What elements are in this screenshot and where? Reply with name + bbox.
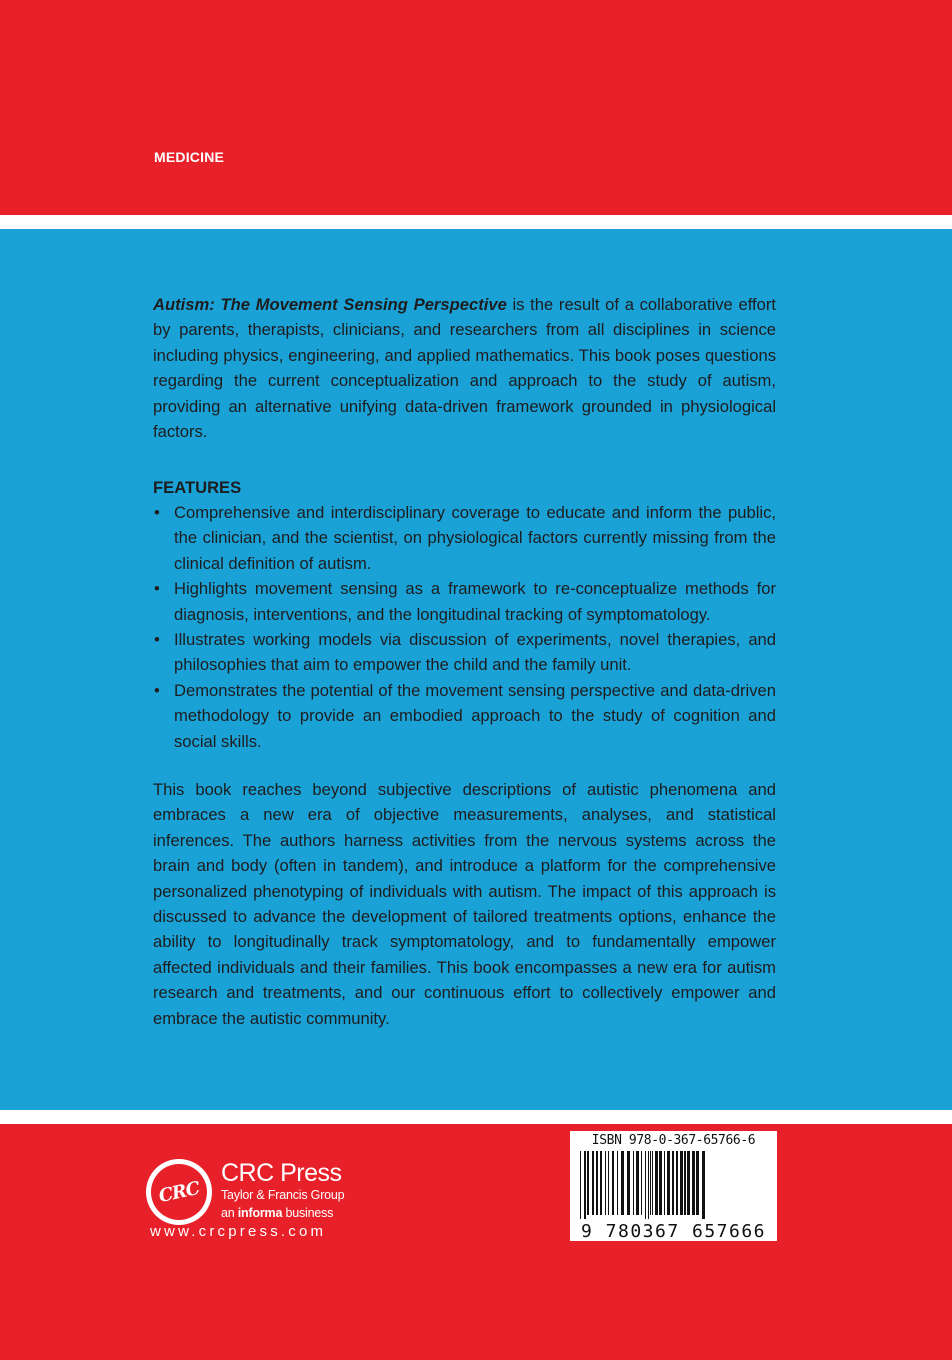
features-list xyxy=(153,500,776,754)
feature-item xyxy=(153,678,776,754)
publisher-group: Taylor & Francis Group xyxy=(221,1188,345,1202)
crc-logo-icon xyxy=(146,1159,212,1225)
barcode-bar xyxy=(605,1151,606,1215)
barcode-bar xyxy=(633,1151,634,1215)
barcode-bar xyxy=(617,1151,618,1215)
feature-item xyxy=(153,576,776,627)
divider-line xyxy=(0,215,952,229)
barcode-bar xyxy=(652,1151,653,1215)
barcode-bar xyxy=(621,1151,624,1215)
feature-text: Highlights movement sensing as a framework to re-conceptualize methods for diagnosis, interventions, and the longitudinal tracking of symptomatology. xyxy=(174,579,776,624)
description-panel xyxy=(0,229,952,1110)
tagline-suffix: business xyxy=(282,1206,334,1220)
intro-text: is the result of a collaborative effort by parents, therapists, clinicians, and researchers from all disciplines in science including physics, engineering, and applied mathematics. This book poses questions regarding the current conceptualization and approach to the study of autism, providing an alternative unifying data-driven framework grounded in physiological factors. xyxy=(153,295,776,442)
barcode-bar xyxy=(664,1151,665,1215)
publisher-name: CRC Press xyxy=(221,1159,342,1187)
feature-item xyxy=(153,500,776,576)
barcode-bar xyxy=(655,1151,658,1215)
features-heading: FEATURES xyxy=(153,478,242,497)
barcode-bar xyxy=(584,1151,586,1219)
publisher-tagline xyxy=(221,1205,333,1221)
barcode-bar xyxy=(696,1151,699,1215)
top-red-band xyxy=(0,0,952,215)
logo-disc xyxy=(151,1164,207,1220)
closing-paragraph: This book reaches beyond subjective descriptions of autistic phenomena and embraces a new era of objective measurements, analyses, and statistical inferences. The authors harness activities from the nervous systems across the brain and body (often in tandem), and introduce a platform for the comprehensive personalized phenotyping of individuals with autism. The impact of this approach is discussed to advance the development of tailored treatments options, enhance the ability to longitudinally track symptomatology, and to fundamentally empower affected individuals and their families. This book encompasses a new era for autism research and treatments, and our continuous effort to collectively empower and embrace the autistic community. xyxy=(153,780,776,1028)
isbn-label: ISBN 978-0-367-65766-6 xyxy=(591,1133,756,1148)
feature-text: Comprehensive and interdisciplinary coverage to educate and inform the public, the clinician, and the scientist, on physiological factors currently missing from the clinical definition of autism. xyxy=(174,503,776,573)
bullet-icon: • xyxy=(154,579,160,599)
barcode-bar xyxy=(612,1151,614,1215)
feature-text: Illustrates working models via discussion of experiments, novel therapies, and philosophies that aim to empower the child and the family unit. xyxy=(174,630,776,675)
barcode-bar xyxy=(645,1151,646,1219)
barcode-bars-icon xyxy=(578,1151,769,1219)
isbn-barcode xyxy=(570,1131,777,1241)
bottom-red-band xyxy=(0,1124,952,1360)
barcode-bar xyxy=(592,1151,594,1215)
barcode-bar xyxy=(587,1151,589,1215)
barcode-bar xyxy=(596,1151,598,1215)
feature-text: Demonstrates the potential of the movement sensing perspective and data-driven methodology to provide an embodied approach to the study of cognition and social skills. xyxy=(174,680,776,751)
barcode-bar xyxy=(680,1151,683,1215)
barcode-bar xyxy=(636,1151,639,1215)
barcode-bar xyxy=(648,1151,649,1219)
barcode-digits: 9 780367 657666 xyxy=(580,1221,767,1242)
barcode-bar xyxy=(580,1151,581,1219)
tagline-brand: informa xyxy=(237,1206,283,1220)
barcode-bar xyxy=(667,1151,670,1215)
barcode-bar xyxy=(627,1151,630,1215)
divider-line xyxy=(0,1110,952,1124)
tagline-prefix: an xyxy=(221,1206,238,1220)
bullet-icon: • xyxy=(154,503,160,522)
bullet-icon: • xyxy=(154,630,160,650)
book-title: Autism: The Movement Sensing Perspective xyxy=(153,295,507,314)
publisher-website: www.crcpress.com xyxy=(150,1223,327,1240)
barcode-bar xyxy=(687,1151,690,1215)
intro-paragraph xyxy=(153,292,776,444)
barcode-bar xyxy=(672,1151,674,1215)
barcode-bar xyxy=(659,1151,662,1215)
barcode-bar xyxy=(702,1151,705,1219)
barcode-bar xyxy=(600,1151,602,1215)
bullet-icon: • xyxy=(154,680,160,700)
barcode-bar xyxy=(684,1151,686,1215)
barcode-bar xyxy=(692,1151,695,1215)
barcode-bar xyxy=(650,1151,651,1215)
barcode-bar xyxy=(608,1151,609,1215)
feature-item xyxy=(153,627,776,678)
barcode-bar xyxy=(641,1151,642,1215)
barcode-bar xyxy=(676,1151,678,1215)
category-label: MEDICINE xyxy=(154,149,225,165)
logo-text: CRC xyxy=(156,1178,202,1207)
